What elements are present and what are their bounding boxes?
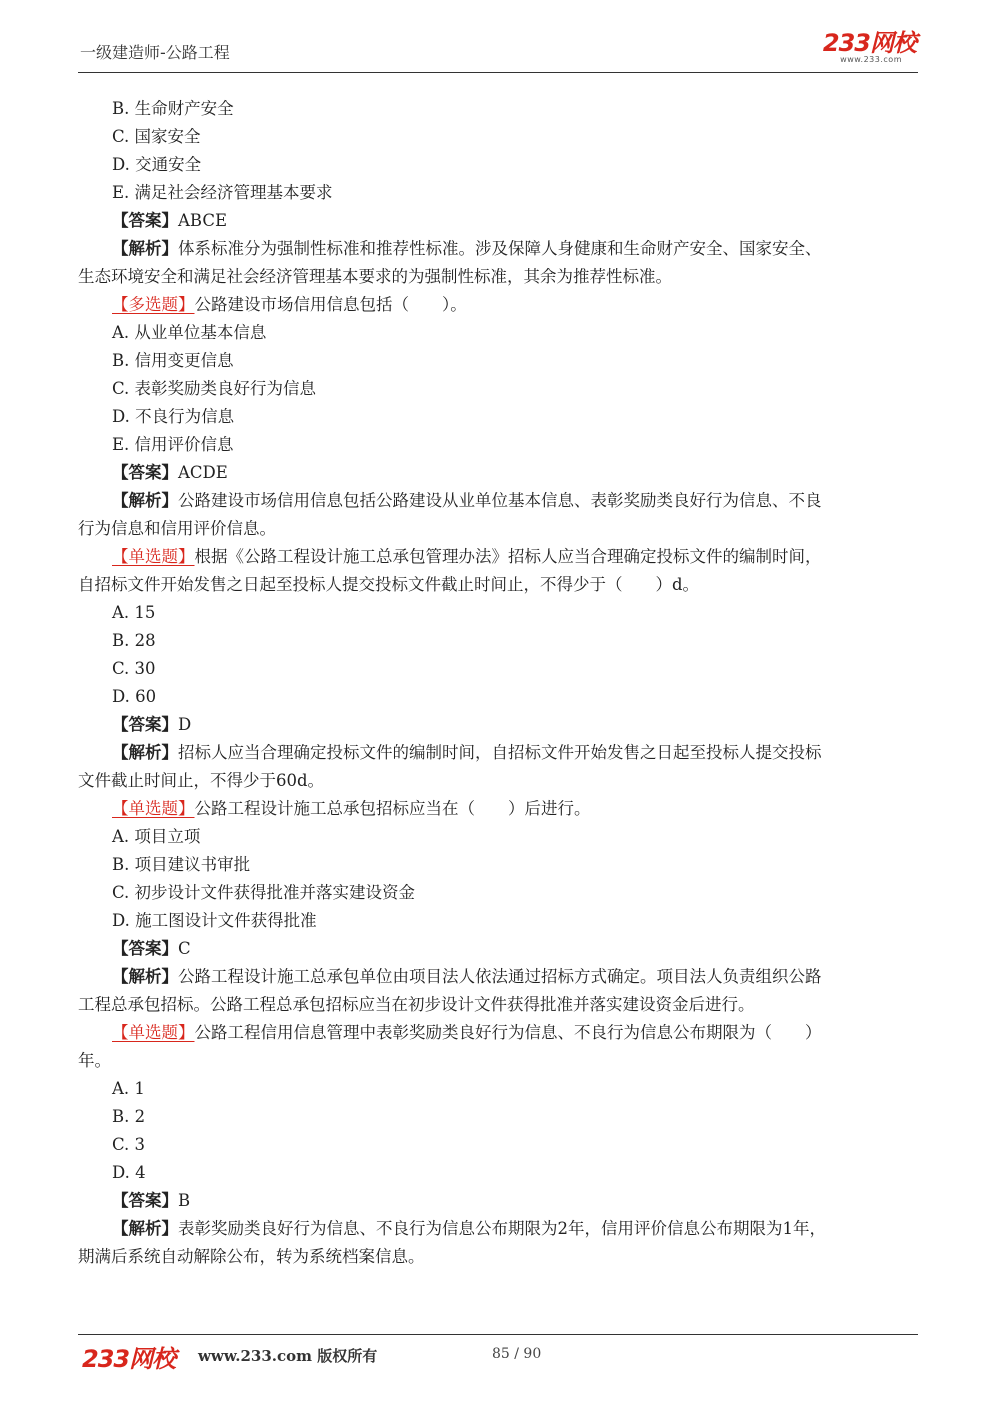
option-line: E. 信用评价信息 xyxy=(112,435,234,454)
question-continuation: 自招标文件开始发售之日起至投标人提交投标文件截止时间止，不得少于（ ）d。 xyxy=(78,575,700,594)
option-line: D. 交通安全 xyxy=(112,155,202,174)
explanation-continuation: 行为信息和信用评价信息。 xyxy=(78,519,276,538)
question-text: 公路建设市场信用信息包括（ ）。 xyxy=(194,295,467,314)
explanation-continuation: 文件截止时间止，不得少于60d。 xyxy=(78,771,325,790)
explanation-continuation: 工程总承包招标。公路工程总承包招标应当在初步设计文件获得批准并落实建设资金后进行。 xyxy=(78,995,755,1014)
explanation-label: 【解析】 xyxy=(112,967,178,986)
explanation-text: 招标人应当合理确定投标文件的编制时间，自招标文件开始发售之日起至投标人提交投标 xyxy=(178,743,822,762)
answer-value: B xyxy=(178,1191,191,1210)
option-line: D. 不良行为信息 xyxy=(112,407,235,426)
brand-logo xyxy=(816,30,916,66)
answer-label: 【答案】 xyxy=(112,715,178,734)
answer-value: D xyxy=(178,715,192,734)
option-line: C. 国家安全 xyxy=(112,127,201,146)
explanation-line xyxy=(78,739,918,767)
option-line: E. 满足社会经济管理基本要求 xyxy=(112,183,333,202)
option-line: C. 3 xyxy=(112,1135,146,1154)
answer-value: ACDE xyxy=(178,463,228,482)
answer-label: 【答案】 xyxy=(112,211,178,230)
question-type-tag: 【单选题】 xyxy=(112,1023,195,1042)
page-footer xyxy=(78,1334,918,1375)
question-line xyxy=(78,543,918,571)
footer-logo: 233网校 xyxy=(82,1345,176,1373)
explanation-line xyxy=(78,487,918,515)
option-line: D. 施工图设计文件获得批准 xyxy=(112,911,317,930)
explanation-line xyxy=(78,235,918,263)
answer-line xyxy=(78,459,918,487)
option-line: C. 表彰奖励类良好行为信息 xyxy=(112,379,317,398)
option-line: D. 4 xyxy=(112,1163,146,1182)
answer-line xyxy=(78,1187,918,1215)
logo-url: www.233.com xyxy=(840,55,902,64)
header-title: 一级建造师-公路工程 xyxy=(80,43,230,62)
option-line: A. 15 xyxy=(112,603,156,622)
question-text: 公路工程设计施工总承包招标应当在（ ）后进行。 xyxy=(194,799,591,818)
question-type-tag: 【单选题】 xyxy=(112,799,195,818)
question-continuation: 年。 xyxy=(78,1051,111,1070)
option-line: C. 初步设计文件获得批准并落实建设资金 xyxy=(112,883,416,902)
answer-value: C xyxy=(178,939,191,958)
explanation-line xyxy=(78,1215,918,1243)
page-header xyxy=(78,30,918,73)
option-line: B. 项目建议书审批 xyxy=(112,855,251,874)
answer-label: 【答案】 xyxy=(112,939,178,958)
question-line xyxy=(78,291,918,319)
explanation-text: 体系标准分为强制性标准和推荐性标准。涉及保障人身健康和生命财产安全、国家安全、 xyxy=(178,239,822,258)
option-line: A. 1 xyxy=(112,1079,145,1098)
question-text: 公路工程信用信息管理中表彰奖励类良好行为信息、不良行为信息公布期限为（ ） xyxy=(194,1023,822,1042)
answer-value: ABCE xyxy=(178,211,228,230)
explanation-continuation: 期满后系统自动解除公布，转为系统档案信息。 xyxy=(78,1247,425,1266)
explanation-text: 公路建设市场信用信息包括公路建设从业单位基本信息、表彰奖励类良好行为信息、不良 xyxy=(178,491,822,510)
question-line xyxy=(78,795,918,823)
explanation-label: 【解析】 xyxy=(112,239,178,258)
document-body xyxy=(78,95,918,1271)
explanation-label: 【解析】 xyxy=(112,491,178,510)
explanation-label: 【解析】 xyxy=(112,1219,178,1238)
explanation-text: 表彰奖励类良好行为信息、不良行为信息公布期限为2年，信用评价信息公布期限为1年， xyxy=(178,1219,826,1238)
option-line: A. 从业单位基本信息 xyxy=(112,323,267,342)
answer-line xyxy=(78,935,918,963)
option-line: B. 28 xyxy=(112,631,156,650)
footer-copyright: www.233.com 版权所有 xyxy=(198,1347,378,1365)
question-line xyxy=(78,1019,918,1047)
explanation-label: 【解析】 xyxy=(112,743,178,762)
option-line: D. 60 xyxy=(112,687,157,706)
answer-label: 【答案】 xyxy=(112,1191,178,1210)
answer-line xyxy=(78,711,918,739)
question-text: 根据《公路工程设计施工总承包管理办法》招标人应当合理确定投标文件的编制时间， xyxy=(194,547,822,566)
explanation-continuation: 生态环境安全和满足社会经济管理基本要求的为强制性标准，其余为推荐性标准。 xyxy=(78,267,672,286)
logo-text: 233网校 xyxy=(822,29,916,57)
question-type-tag: 【单选题】 xyxy=(112,547,195,566)
page-number: 85 / 90 xyxy=(492,1346,542,1362)
option-line: B. 2 xyxy=(112,1107,146,1126)
question-type-tag: 【多选题】 xyxy=(112,295,195,314)
explanation-line xyxy=(78,963,918,991)
explanation-text: 公路工程设计施工总承包单位由项目法人依法通过招标方式确定。项目法人负责组织公路 xyxy=(178,967,822,986)
answer-line xyxy=(78,207,918,235)
option-line: A. 项目立项 xyxy=(112,827,201,846)
option-line: B. 生命财产安全 xyxy=(112,99,234,118)
option-line: C. 30 xyxy=(112,659,156,678)
answer-label: 【答案】 xyxy=(112,463,178,482)
option-line: B. 信用变更信息 xyxy=(112,351,234,370)
